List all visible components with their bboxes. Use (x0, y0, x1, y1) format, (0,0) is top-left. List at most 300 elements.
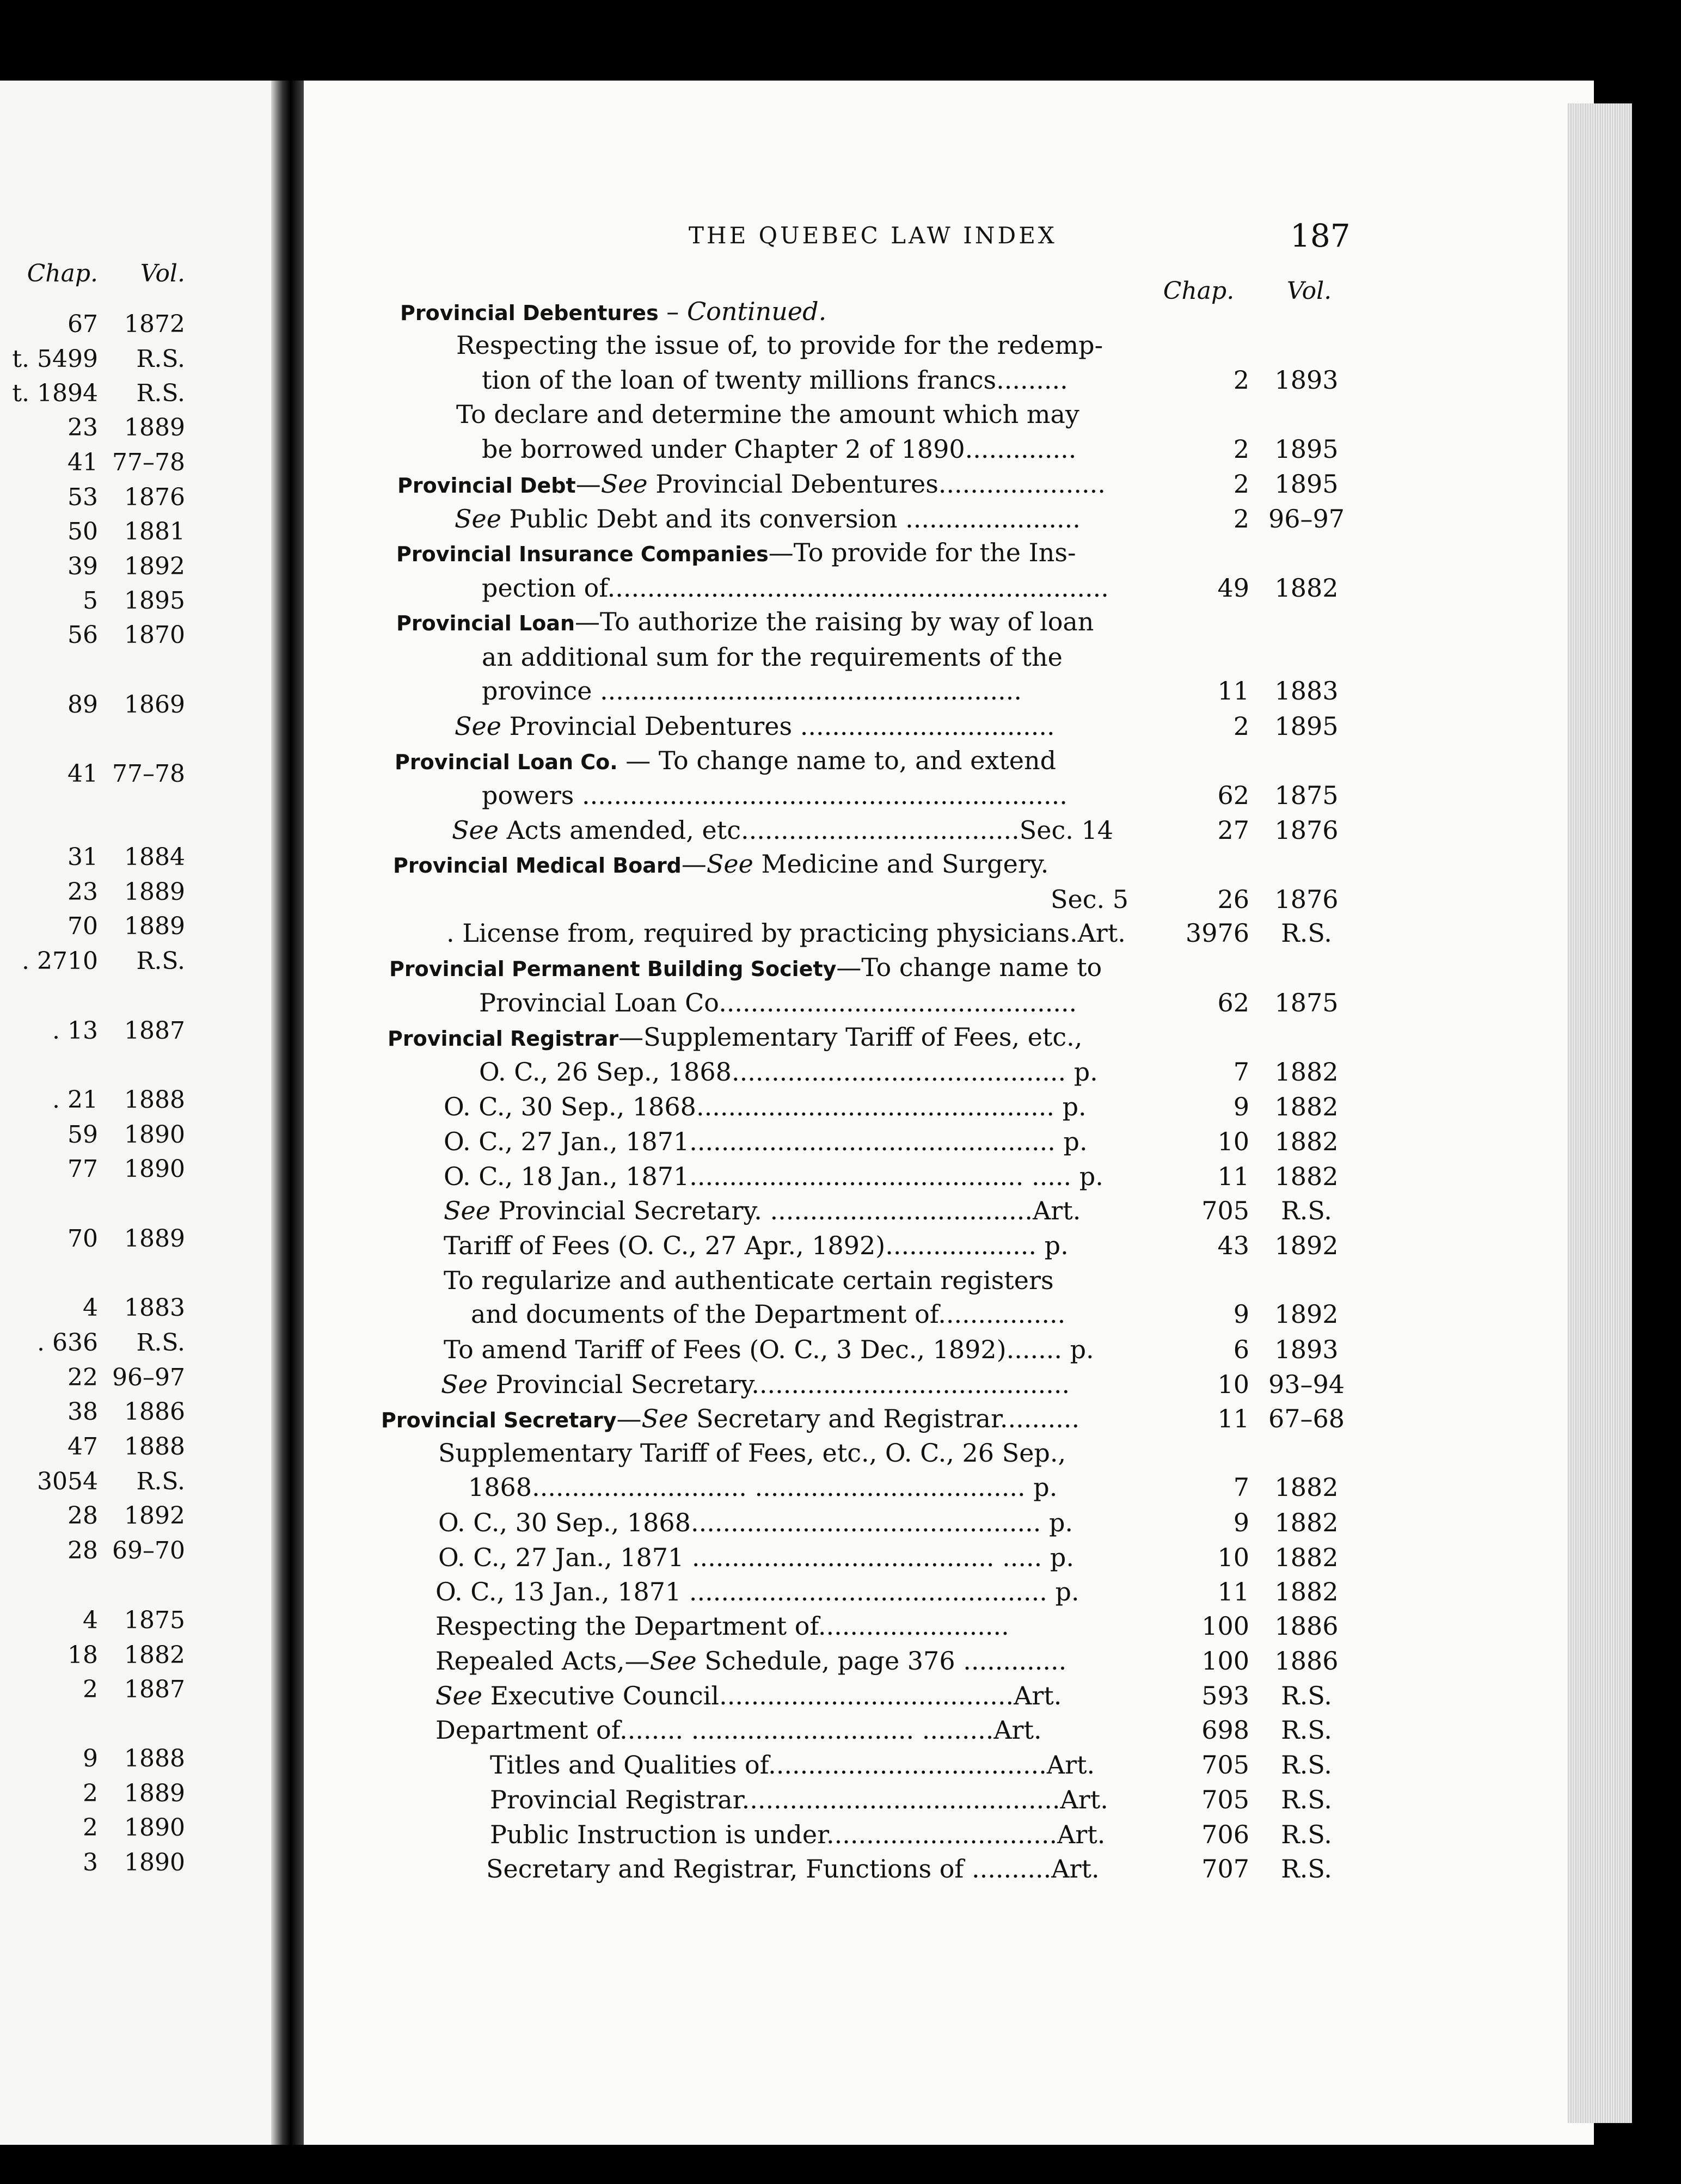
entry-text (435, 1713, 1042, 1747)
entry-text (452, 813, 1113, 848)
entry-text (482, 363, 1068, 397)
vol-value: R.S. (1281, 1750, 1332, 1780)
vol-value: 93–94 (1268, 1370, 1345, 1399)
left-vol-value: 96–97 (112, 1364, 185, 1391)
entry-text (471, 1297, 1065, 1332)
entry-text (438, 1505, 1073, 1540)
entry-text (479, 985, 1077, 1020)
left-chap-value: 77 (68, 1155, 98, 1183)
chap-value: 705 (1201, 1196, 1249, 1225)
index-entry-row (0, 1470, 1361, 1505)
entry-see-reference: See (641, 1404, 689, 1433)
left-vol-value: 77–78 (112, 449, 185, 476)
chap-column-header: Chap. (1163, 277, 1235, 305)
running-title: THE QUEBEC LAW INDEX (689, 222, 1057, 249)
entry-description: — (575, 469, 601, 499)
left-chap-value: 2 (83, 1814, 98, 1842)
vol-value: 1882 (1274, 1092, 1339, 1121)
chap-value: 100 (1201, 1611, 1249, 1641)
chap-value: 2 (1233, 504, 1249, 533)
entry-text (482, 640, 1063, 674)
entry-text (444, 1332, 1094, 1367)
entry-description: pection of............................................................... (482, 573, 1109, 603)
left-chap-value: . 21 (52, 1086, 98, 1114)
index-entry-row (0, 397, 1361, 432)
entry-description: —To authorize the raising by way of loan (575, 607, 1094, 636)
left-chap-value: 3 (83, 1849, 98, 1876)
index-entry-row (0, 709, 1361, 744)
left-vol-value: 1870 (124, 621, 185, 649)
left-vol-value: 1884 (124, 843, 185, 871)
left-chap-value: 47 (68, 1433, 98, 1461)
left-chap-value: 41 (68, 760, 98, 788)
index-entry-row (0, 1540, 1361, 1575)
index-entry-row (0, 640, 1361, 674)
vol-value: 1886 (1274, 1611, 1339, 1641)
entry-description: be borrowed under Chapter 2 of 1890.............. (482, 434, 1077, 464)
index-entry-row (0, 673, 1361, 708)
left-vol-value: 1887 (124, 1676, 185, 1703)
vol-value: 1895 (1274, 469, 1339, 499)
entry-text (444, 1124, 1088, 1159)
left-chap-value: 2 (83, 1676, 98, 1703)
chap-value: 26 (1217, 885, 1249, 914)
index-entry-row (0, 501, 1361, 536)
entry-description: and documents of the Department of................ (471, 1299, 1066, 1329)
left-chap-value: 28 (68, 1502, 98, 1530)
index-entry-row (0, 467, 1361, 501)
entry-heading: Provincial Loan Co. (395, 750, 618, 774)
left-vol-value: 1883 (124, 1294, 185, 1322)
entry-text (456, 328, 1103, 363)
entry-description: — To change name to, and extend (617, 746, 1057, 775)
left-chap-value: 5 (83, 587, 98, 615)
left-chap-value: 23 (68, 878, 98, 906)
entry-text (444, 1159, 1103, 1194)
left-vol-value: 1869 (124, 691, 185, 719)
index-entry-row (0, 1089, 1361, 1124)
left-chap-value: 38 (68, 1398, 98, 1426)
left-vol-value: 1890 (124, 1121, 185, 1149)
vol-value: 1893 (1274, 1335, 1339, 1364)
entry-description: Executive Council.....................................Art. (482, 1681, 1062, 1710)
left-chap-value: . 13 (52, 1017, 98, 1045)
entry-text (1051, 882, 1128, 917)
chap-value: 11 (1217, 676, 1249, 705)
index-entry-row (0, 1747, 1361, 1782)
entry-description: Tariff of Fees (O. C., 27 Apr., 1892)................... p. (444, 1231, 1069, 1260)
index-entry-row (0, 1228, 1361, 1263)
left-chap-value: 39 (68, 553, 98, 580)
index-entry-row (0, 535, 1361, 570)
left-vol-value: 1889 (124, 1780, 185, 1807)
left-vol-value: 1892 (124, 1502, 185, 1530)
index-entry-row (0, 1193, 1361, 1228)
entry-text (490, 1817, 1105, 1852)
entry-description: Provincial Debentures ................................ (501, 711, 1055, 741)
vol-value: 1882 (1274, 1473, 1339, 1502)
chap-value: 9 (1233, 1092, 1249, 1121)
entry-heading: Provincial Debentures (400, 301, 659, 325)
entry-description: Public Debt and its conversion ...................... (501, 504, 1081, 533)
entry-description: tion of the loan of twenty millions francs......... (482, 365, 1068, 395)
chap-value: 62 (1217, 988, 1249, 1017)
vol-value: R.S. (1281, 1196, 1332, 1225)
chap-value: 7 (1233, 1057, 1249, 1087)
entry-text (438, 1540, 1074, 1575)
left-vol-value: 1882 (124, 1641, 185, 1669)
index-entry-row (0, 363, 1361, 397)
chap-value: 707 (1201, 1854, 1249, 1884)
vol-value: 1882 (1274, 1057, 1339, 1087)
page-edges (1568, 103, 1632, 2123)
chap-value: 2 (1233, 434, 1249, 464)
left-chap-value: 59 (68, 1121, 98, 1149)
chap-value: 593 (1201, 1681, 1249, 1710)
left-chap-value: . 2710 (22, 947, 98, 975)
entry-see-reference: See (444, 1196, 490, 1225)
page-number: 187 (1290, 217, 1351, 254)
entry-description: Secretary and Registrar, Functions of ..........Art. (486, 1854, 1100, 1884)
index-entry-row (0, 1574, 1361, 1609)
index-entry-row (0, 846, 1361, 881)
vol-value: 1886 (1274, 1646, 1339, 1676)
vol-value: 1892 (1274, 1231, 1339, 1260)
left-chap-value: 23 (68, 414, 98, 441)
chap-value: 7 (1233, 1473, 1249, 1502)
entry-description: Acts amended, etc...................................Sec. 14 (498, 815, 1114, 845)
entry-heading: Provincial Registrar (388, 1027, 619, 1051)
chap-value: 27 (1217, 815, 1249, 845)
left-vol-value: 1872 (124, 310, 185, 338)
index-entry-row (0, 1367, 1361, 1402)
entry-description: Provincial Secretary........................................ (487, 1370, 1070, 1399)
entry-see-reference: See (452, 815, 499, 845)
chap-value: 10 (1217, 1543, 1249, 1572)
left-vol-value: 1888 (124, 1086, 185, 1114)
left-vol-value: 1890 (124, 1814, 185, 1842)
index-entry-row (0, 1505, 1361, 1540)
chap-value: 705 (1201, 1785, 1249, 1814)
left-vol-value: R.S. (136, 947, 185, 975)
entry-text (396, 604, 1094, 641)
vol-value: 1876 (1274, 815, 1339, 845)
left-vol-value: 1888 (124, 1433, 185, 1461)
chap-value: 10 (1217, 1370, 1249, 1399)
left-chap-value: t. 5499 (12, 345, 98, 373)
index-entry-row (0, 1713, 1361, 1747)
entry-description: an additional sum for the requirements of the (482, 642, 1063, 672)
left-chap-value: 67 (68, 310, 98, 338)
left-chap-value: 22 (68, 1364, 98, 1391)
entry-text (389, 950, 1102, 986)
entry-heading: Provincial Permanent Building Society (389, 957, 837, 981)
entry-text (435, 1574, 1079, 1609)
left-vol-value: 1886 (124, 1398, 185, 1426)
entry-description: Provincial Debentures..................... (647, 469, 1106, 499)
left-vol-value: 1887 (124, 1017, 185, 1045)
chap-value: 11 (1217, 1404, 1249, 1433)
vol-value: 1892 (1274, 1299, 1339, 1329)
left-vol-value: R.S. (136, 345, 185, 373)
entry-description: O. C., 27 Jan., 1871.............................................. p. (444, 1127, 1088, 1156)
entry-heading: Provincial Debt (397, 474, 576, 498)
entry-text (446, 916, 1126, 950)
entry-text (395, 743, 1056, 780)
entry-heading: Provincial Insurance Companies (396, 542, 769, 566)
left-chap-header: Chap. (27, 260, 98, 287)
vol-value: 1875 (1274, 988, 1339, 1017)
entry-description: Provincial Loan Co............................................. (479, 988, 1077, 1017)
chap-value: 706 (1201, 1820, 1249, 1849)
entry-text (479, 1054, 1098, 1089)
left-vol-value: R.S. (136, 379, 185, 407)
chap-value: 2 (1233, 711, 1249, 741)
left-chap-value: 9 (83, 1745, 98, 1772)
chap-value: 698 (1201, 1715, 1249, 1745)
left-chap-value: t. 1894 (12, 379, 98, 407)
left-chap-value: 28 (68, 1537, 98, 1565)
chap-value: 9 (1233, 1299, 1249, 1329)
entry-text (397, 467, 1106, 503)
index-entry-row (0, 1401, 1361, 1436)
chap-value: 49 (1217, 573, 1249, 603)
entry-description: O. C., 27 Jan., 1871 ...................................... ..... p. (438, 1543, 1074, 1572)
entry-description: Schedule, page 376 ............. (696, 1646, 1067, 1676)
left-vol-value: R.S. (136, 1329, 185, 1357)
entry-description: Supplementary Tariff of Fees, etc., O. C., 26 Sep., (438, 1438, 1066, 1468)
left-vol-value: 1875 (124, 1606, 185, 1634)
entry-text (444, 1263, 1054, 1298)
entry-see-reference: See (706, 849, 753, 879)
entry-text (456, 397, 1079, 432)
entry-description: O. C., 26 Sep., 1868.......................................... p. (479, 1057, 1098, 1087)
entry-description: Sec. 5 (1051, 885, 1129, 914)
left-vol-value: 1889 (124, 878, 185, 906)
left-chap-value: 31 (68, 843, 98, 871)
entry-description: O. C., 13 Jan., 1871 ............................................. p. (435, 1577, 1079, 1606)
chap-value: 3976 (1185, 918, 1249, 948)
index-entry-row (0, 1782, 1361, 1817)
entry-text (490, 1782, 1108, 1817)
left-chap-value: 70 (68, 912, 98, 940)
index-entry-row (0, 1332, 1361, 1367)
index-entry-row (0, 570, 1361, 605)
vol-value: 1883 (1274, 676, 1339, 705)
chap-value: 2 (1233, 365, 1249, 395)
chap-value: 10 (1217, 1127, 1249, 1156)
left-vol-value: 1888 (124, 1745, 185, 1772)
entry-description: powers ............................................................. (482, 781, 1068, 810)
left-chap-value: 89 (68, 691, 98, 719)
vol-value: 1876 (1274, 885, 1339, 914)
left-chap-value: . 636 (37, 1329, 98, 1357)
index-entry-row (0, 743, 1361, 778)
entry-description: Medicine and Surgery. (753, 849, 1049, 879)
chap-value: 100 (1201, 1646, 1249, 1676)
entry-see-reference: See (455, 711, 501, 741)
left-vol-header: Vol. (140, 260, 185, 287)
left-chap-value: 56 (68, 621, 98, 649)
vol-value: R.S. (1281, 1681, 1332, 1710)
vol-value: 1882 (1274, 1127, 1339, 1156)
left-chap-value: 4 (83, 1294, 98, 1322)
entry-text (400, 294, 826, 330)
left-vol-value: R.S. (136, 1468, 185, 1495)
entry-description: O. C., 30 Sep., 1868............................................ p. (438, 1508, 1073, 1537)
index-entry-row (0, 1159, 1361, 1194)
entry-heading: Provincial Loan (396, 611, 575, 635)
chap-value: 11 (1217, 1577, 1249, 1606)
index-entry-row (0, 1643, 1361, 1678)
entry-description: To declare and determine the amount which may (456, 400, 1079, 429)
entry-text (486, 1851, 1100, 1886)
entry-text (482, 432, 1076, 467)
left-chap-value: 18 (68, 1641, 98, 1669)
entry-description: To regularize and authenticate certain registers (444, 1266, 1054, 1295)
entry-description: Secretary and Registrar.......... (688, 1404, 1080, 1433)
left-chap-value: 41 (68, 449, 98, 476)
entry-text (438, 1435, 1066, 1470)
entry-text (435, 1678, 1062, 1713)
entry-heading: Provincial Secretary (381, 1408, 617, 1432)
index-entry-row (0, 985, 1361, 1020)
vol-value: 1882 (1274, 1508, 1339, 1537)
entry-description: – (658, 297, 687, 326)
index-entry-row (0, 432, 1361, 467)
left-vol-value: 1889 (124, 1225, 185, 1253)
entry-description: — (681, 849, 707, 879)
vol-value: R.S. (1281, 1715, 1332, 1745)
vol-value: R.S. (1281, 918, 1332, 948)
left-vol-value: 69–70 (112, 1537, 185, 1565)
entry-see-reference: See (435, 1681, 482, 1710)
vol-value: 1895 (1274, 434, 1339, 464)
vol-value: 1882 (1274, 1543, 1339, 1572)
left-chap-value: 4 (83, 1606, 98, 1634)
left-chap-value: 2 (83, 1780, 98, 1807)
index-entry-row (0, 1124, 1361, 1159)
left-vol-value: 77–78 (112, 760, 185, 788)
chap-value: 2 (1233, 469, 1249, 499)
entry-description: Public Instruction is under.............................Art. (490, 1820, 1106, 1849)
entry-see-reference: See (441, 1370, 488, 1399)
vol-value: R.S. (1281, 1785, 1332, 1814)
left-column-header (0, 255, 271, 293)
entry-text (482, 778, 1068, 813)
entry-description: province ..................................................... (482, 676, 1022, 705)
entry-text (444, 1089, 1087, 1124)
left-vol-value: 1876 (124, 483, 185, 511)
left-vol-value: 1890 (124, 1849, 185, 1876)
index-entry-row (0, 328, 1361, 363)
index-entry-row (0, 813, 1361, 848)
entry-description: Provincial Registrar........................................Art. (490, 1785, 1108, 1814)
vol-value: 67–68 (1268, 1404, 1345, 1433)
entry-text (388, 1020, 1082, 1056)
entry-description: Respecting the Department of........................ (435, 1611, 1009, 1641)
left-chap-value: 53 (68, 483, 98, 511)
chap-value: 62 (1217, 781, 1249, 810)
entry-text (435, 1609, 1009, 1643)
vol-value: 1882 (1274, 1162, 1339, 1191)
entry-description: O. C., 18 Jan., 1871.......................................... ..... p. (444, 1162, 1103, 1191)
entry-description: Respecting the issue of, to provide for the redemp- (456, 330, 1103, 360)
left-vol-value: 1892 (124, 553, 185, 580)
left-vol-value: 1889 (124, 414, 185, 441)
entry-description: —To change name to (836, 953, 1102, 982)
index-entry-row (0, 950, 1361, 985)
chap-value: 6 (1233, 1335, 1249, 1364)
chap-value: 705 (1201, 1750, 1249, 1780)
index-entry-row (0, 1609, 1361, 1643)
entry-text (444, 1228, 1069, 1263)
chap-value: 43 (1217, 1231, 1249, 1260)
left-chap-value: 50 (68, 518, 98, 545)
index-entry-row (0, 1020, 1361, 1054)
entry-description: Repealed Acts,— (435, 1646, 650, 1676)
entry-text (444, 1193, 1081, 1228)
entry-description: O. C., 30 Sep., 1868............................................. p. (444, 1092, 1087, 1121)
vol-column-header: Vol. (1286, 277, 1332, 305)
entry-text (455, 709, 1055, 744)
left-vol-value: 1890 (124, 1155, 185, 1183)
entry-text (435, 1643, 1066, 1678)
entry-see-reference: See (649, 1646, 697, 1676)
entry-text (381, 1401, 1079, 1438)
entry-see-reference: Continued. (686, 297, 827, 326)
vol-value: 1895 (1274, 711, 1339, 741)
index-entry-row (0, 294, 1361, 329)
chap-value: 11 (1217, 1162, 1249, 1191)
chap-value: 9 (1233, 1508, 1249, 1537)
index-entry-row (0, 1297, 1361, 1332)
entry-description: —To provide for the Ins- (768, 538, 1076, 567)
index-entry-row (0, 1851, 1361, 1886)
index-entry-row (0, 604, 1361, 639)
index-entry-row (0, 1054, 1361, 1089)
left-chap-value: 3054 (37, 1468, 98, 1495)
entry-text (396, 535, 1076, 572)
vol-value: 1875 (1274, 781, 1339, 810)
index-entry-row (0, 1263, 1361, 1298)
index-entry-row (0, 1817, 1361, 1852)
vol-value: R.S. (1281, 1820, 1332, 1849)
vol-value: R.S. (1281, 1854, 1332, 1884)
left-vol-value: 1881 (124, 518, 185, 545)
vol-value: 96–97 (1268, 504, 1345, 533)
vol-value: 1882 (1274, 1577, 1339, 1606)
entry-description: Titles and Qualities of...................................Art. (490, 1750, 1095, 1780)
entry-see-reference: See (455, 504, 501, 533)
entry-description: 1868........................... .................................. p. (468, 1473, 1058, 1502)
vol-value: 1882 (1274, 573, 1339, 603)
index-entry-row (0, 916, 1361, 950)
left-vol-value: 1889 (124, 912, 185, 940)
entry-text (468, 1470, 1057, 1505)
entry-heading: Provincial Medical Board (393, 854, 682, 878)
left-vol-value: 1895 (124, 587, 185, 615)
entry-description: Provincial Secretary. .................................Art. (490, 1196, 1081, 1225)
entry-text (393, 846, 1048, 883)
index-entry-row (0, 778, 1361, 813)
entry-text (482, 673, 1022, 708)
index-entry-row (0, 1435, 1361, 1470)
entry-see-reference: See (600, 469, 648, 499)
entry-description: . License from, required by practicing physicians.Art. (446, 918, 1126, 948)
entry-text (490, 1747, 1095, 1782)
left-chap-value: 70 (68, 1225, 98, 1253)
